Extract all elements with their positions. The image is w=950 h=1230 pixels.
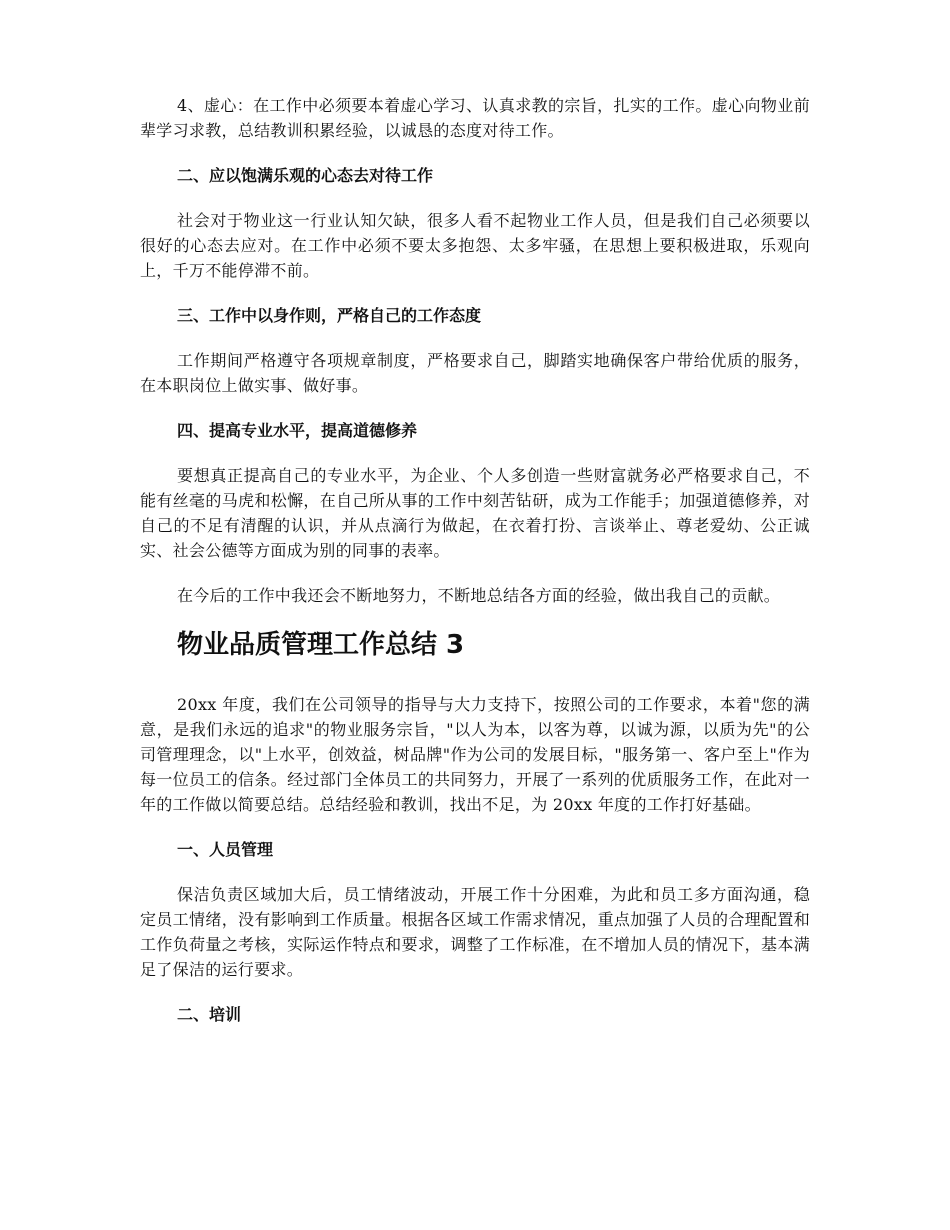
paragraph-professional: 要想真正提高自己的专业水平，为企业、个人多创造一些财富就务必严格要求自己，不能有丝毫的马虎和松懈，在自己所从事的工作中刻苦钻研，成为工作能手；加强道德修养，对自己的不足有清醒的认识，并从点滴行为做起，在衣着打扮、言谈举止、尊老爱幼、公正诚实、社会公德等方面成为别的同事的表率。 [140,466,810,560]
section-heading-personnel: 一、人员管理 [177,840,274,859]
section-heading-professional: 四、提高专业水平，提高道德修养 [177,421,418,440]
section-heading-attitude: 二、应以饱满乐观的心态去对待工作 [177,166,434,185]
paragraph-attitude: 社会对于物业这一行业认知欠缺，很多人看不起物业工作人员，但是我们自己必须要以很好的心态去应对。在工作中必须不要太多抱怨、太多牢骚，在思想上要积极进取，乐观向上，千万不能停滞不前。 [140,211,810,280]
section-heading-training: 二、培训 [177,1005,242,1024]
paragraph-conclusion: 在今后的工作中我还会不断地努力，不断地总结各方面的经验，做出我自己的贡献。 [177,586,781,605]
paragraph-example: 工作期间严格遵守各项规章制度，严格要求自己，脚踏实地确保客户带给优质的服务，在本职岗位上做实事、做好事。 [140,351,810,395]
document-page [140,93,810,1047]
paragraph-humility: 4、虚心：在工作中必须要本着虚心学习、认真求教的宗旨，扎实的工作。虚心向物业前辈学习求教，总结教训积累经验，以诚恳的态度对待工作。 [140,96,810,140]
section-heading-example: 三、工作中以身作则，严格自己的工作态度 [177,306,482,325]
paragraph-personnel: 保洁负责区域加大后，员工情绪波动，开展工作十分困难，为此和员工多方面沟通，稳定员工情绪，没有影响到工作质量。根据各区域工作需求情况，重点加强了人员的合理配置和工作负荷量之考核，实际运作特点和要求，调整了工作标准，在不增加人员的情况下，基本满足了保洁的运行要求。 [140,885,810,979]
paragraph-intro: 20xx 年度，我们在公司领导的指导与大力支持下，按照公司的工作要求，本着"您的满意，是我们永远的追求"的物业服务宗旨，"以人为本，以客为尊，以诚为源，以质为先"的公司管理理念，以"上水平，创效益，树品牌"作为公司的发展目标，"服务第一、客户至上"作为每一位员工的信条。经过部门全体员工的共同努力，开展了一系列的优质服务工作，在此对一年的工作做以简要总结。总结经验和教训，找出不足，为 20xx 年度的工作打好基础。 [140,695,810,814]
document-title: 物业品质管理工作总结 3 [177,630,465,660]
